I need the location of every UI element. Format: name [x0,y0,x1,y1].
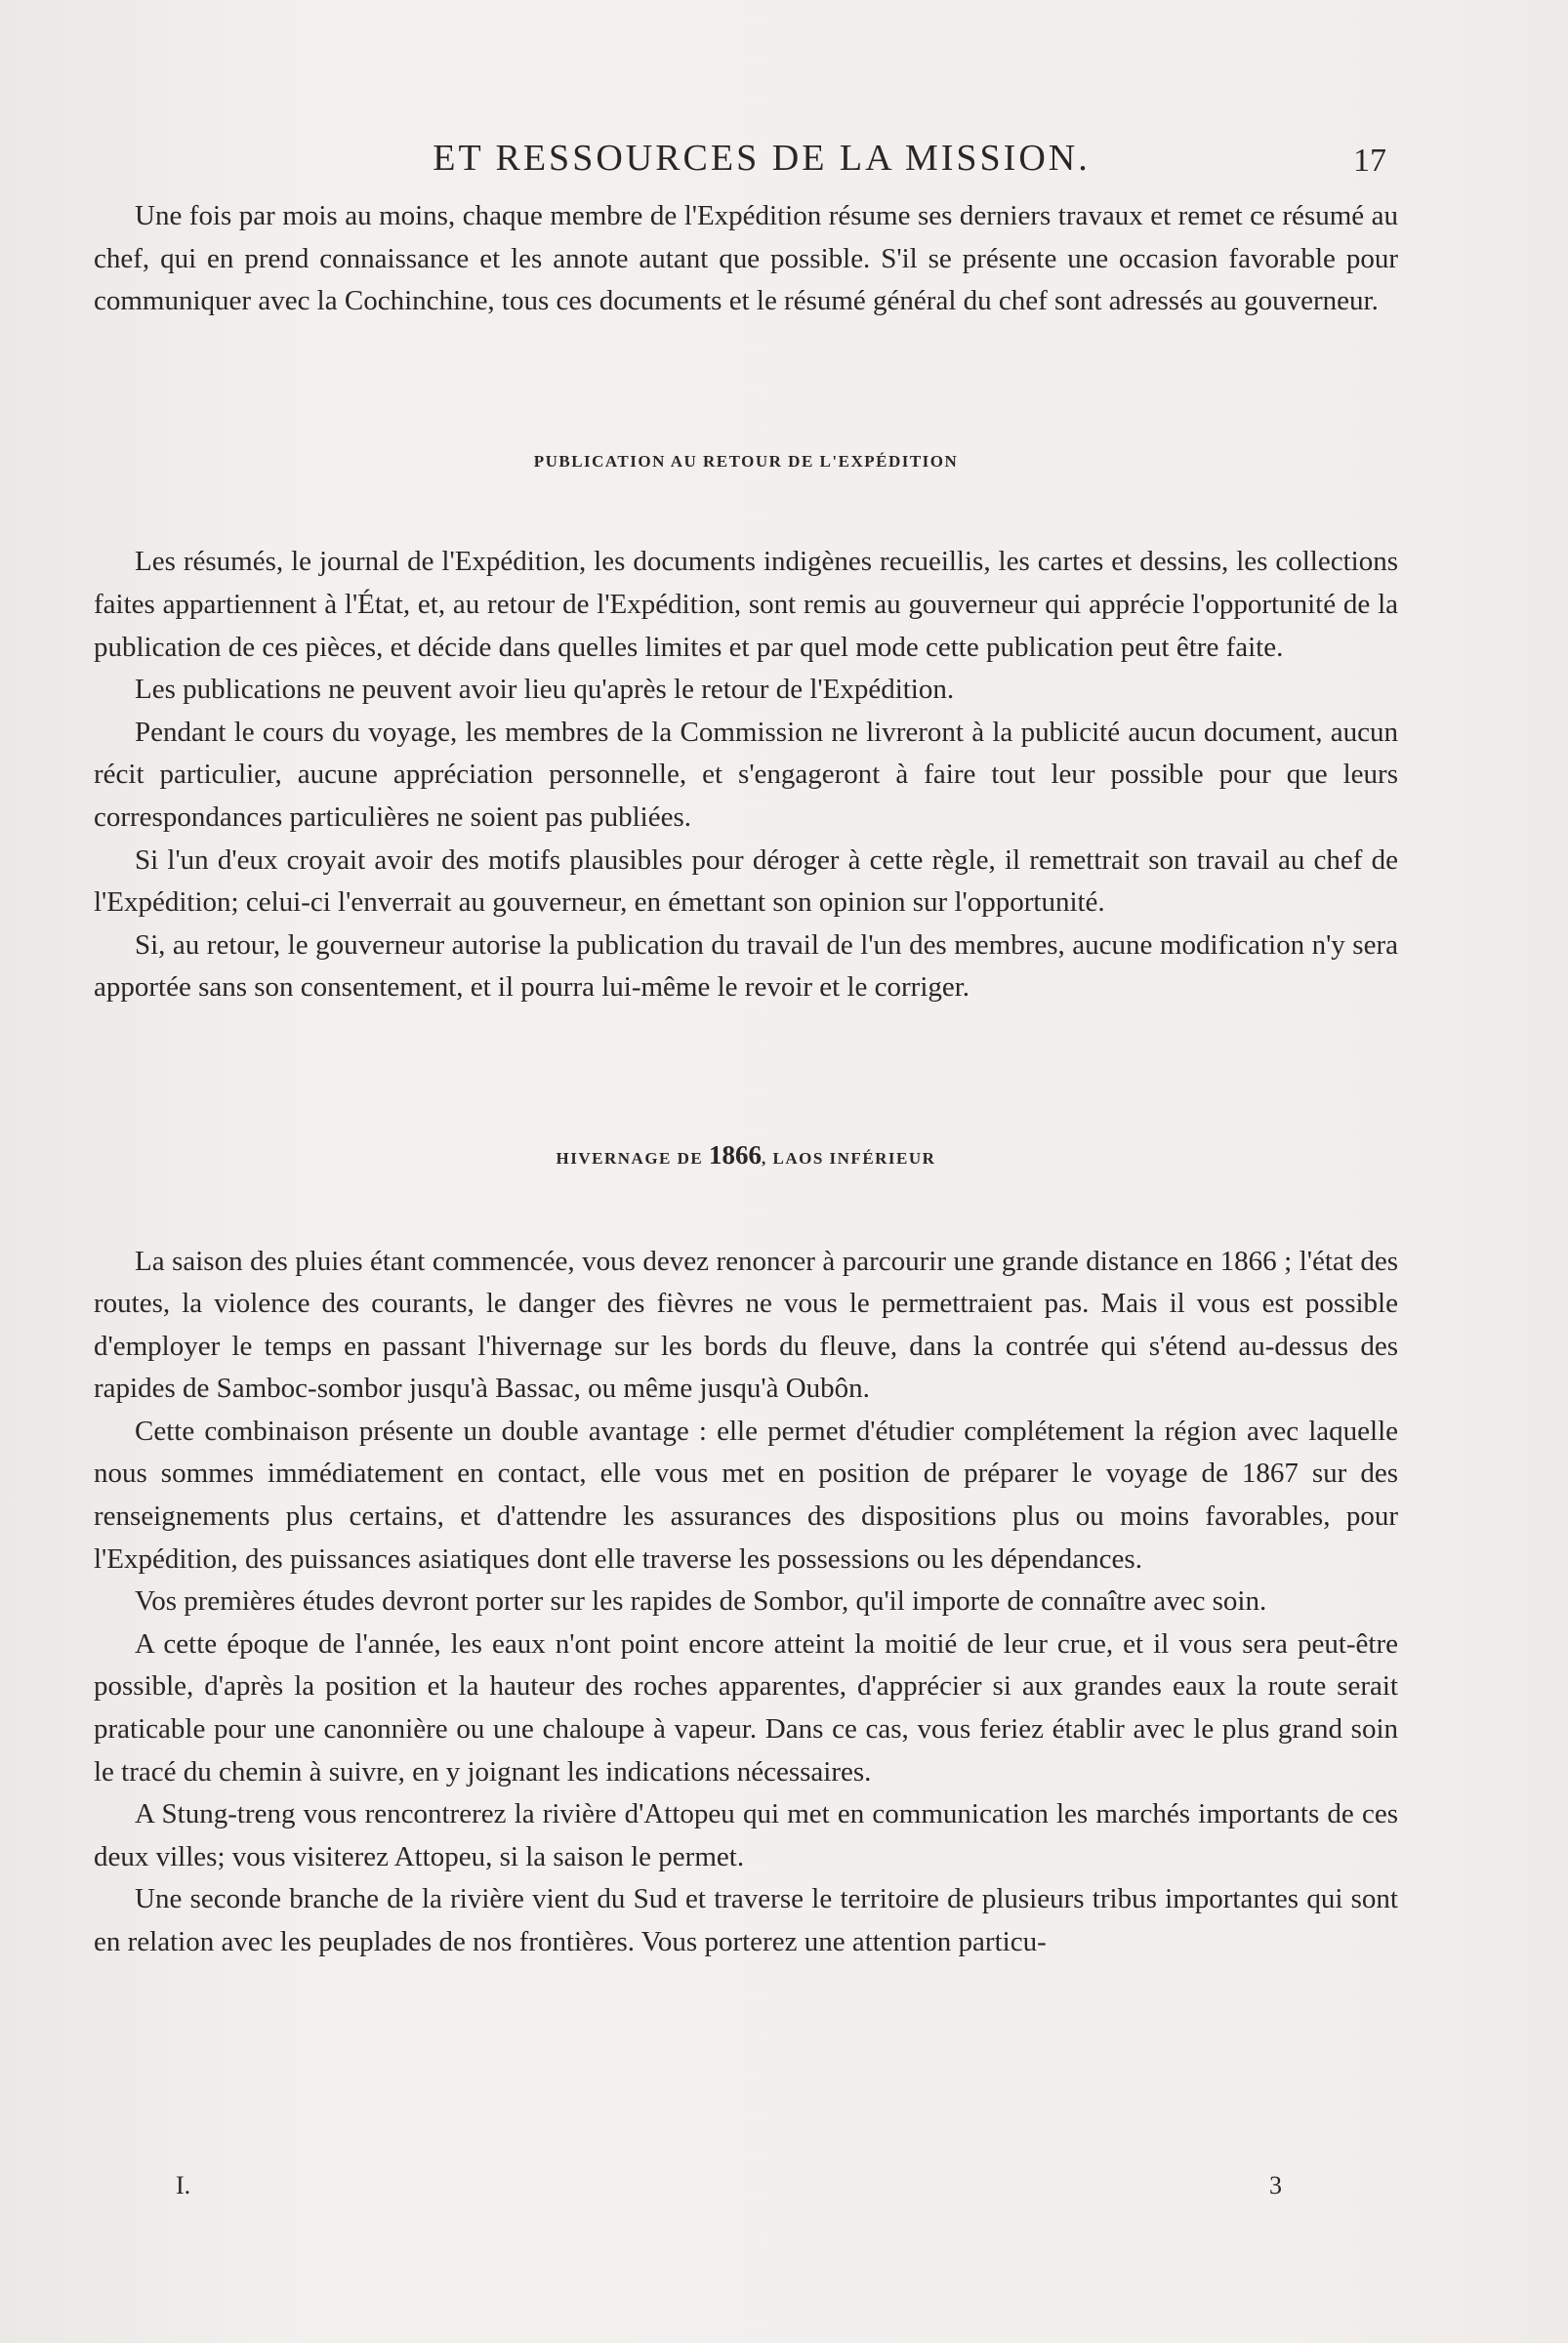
paragraph: Les résumés, le journal de l'Expédition, les documents indigènes recueillis, les cartes et dessins, les collections faites appartiennent à l'État, et, au retour de l'Expédition, sont remis au gouverneur qui apprécie l'opportunité de la publication de ces pièces, et décide dans quelles limites et par quel mode cette publication peut être faite. [94,546,1398,663]
text-block [94,195,1398,1964]
paragraph: Les publications ne peuvent avoir lieu qu'après le retour de l'Expédition. [135,674,955,706]
paragraph: Si, au retour, le gouverneur autorise la publication du travail de l'un des membres, aucune modification n'y sera apportée sans son consentement, et il pourra lui-même le revoir et le corriger. [94,928,1398,1004]
section-title-publication: PUBLICATION AU RETOUR DE L'EXPÉDITION [533,451,959,471]
paragraph: Vos premières études devront porter sur les rapides de Sombor, qu'il importe de connaître avec soin. [135,1585,1267,1618]
paragraph: Cette combinaison présente un double avantage : elle permet d'étudier complétement la région avec laquelle nous sommes immédiatement en contact, elle vous met en position de préparer le voyage de 1867 sur des renseignements plus certains, et d'attendre les assurances des dispositions plus ou moins favorables, pour l'Expédition, des puissances asiatiques dont elle traverse les possessions ou les dépendances. [94,1415,1398,1575]
paragraph: Pendant le cours du voyage, les membres de la Commission ne livreront à la publicité aucun document, aucun récit particulier, aucune appréciation personnelle, et s'engageront à faire tout leur possible pour que leurs correspondances particulières ne soient pas publiées. [94,716,1398,833]
title-part: , LAOS INFÉRIEUR [762,1148,936,1168]
signature-mark-left: I. [176,2171,191,2199]
signature-mark-right: 3 [1269,2171,1282,2199]
paragraph: A cette époque de l'année, les eaux n'ont point encore atteint la moitié de leur crue, et il vous sera peut-être possible, d'après la position et la hauteur des roches apparentes, d'apprécier si aux grandes eaux la route serait praticable pour une canonnière ou une chaloupe à vapeur. Dans ce cas, vous feriez établir avec le plus grand soin le tracé du chemin à suivre, en y joignant les indications nécessaires. [94,1627,1398,1788]
paragraph: La saison des pluies étant commencée, vous devez renoncer à parcourir une grande distance en 1866 ; l'état des routes, la violence des courants, le danger des fièvres ne vous le permettraient pas. Mais il vous est possible d'employer le temps en passant l'hivernage sur les bords du fleuve, dans la contrée qui s'étend au-dessus des rapides de Samboc-sombor jusqu'à Bassac, ou même jusqu'à Oubôn. [94,1245,1398,1405]
title-part: HIVERNAGE DE [556,1148,704,1168]
title-year: 1866 [709,1139,762,1170]
paragraph: Si l'un d'eux croyait avoir des motifs plausibles pour déroger à cette règle, il remettrait son travail au chef de l'Expédition; celui-ci l'enverrait au gouverneur, en émettant son opinion sur l'opportunité. [94,843,1398,919]
page-number: 17 [1353,143,1386,179]
section-title-hivernage [94,1134,1398,1180]
paragraph: Une seconde branche de la rivière vient du Sud et traverse le territoire de plusieurs tribus importantes qui sont en relation avec les peuplades de nos frontières. Vous porterez une attention particu- [94,1883,1398,1957]
paragraph: A Stung-treng vous rencontrerez la rivière d'Attopeu qui met en communication les marchés importants de ces deux villes; vous visiterez Attopeu, si la saison le permet. [94,1798,1398,1872]
running-head: ET RESSOURCES DE LA MISSION. [433,138,1091,179]
intro-paragraph: Une fois par mois au moins, chaque membre de l'Expédition résume ses derniers travaux et remet ce résumé au chef, qui en prend connaissance et les annote autant que possible. S'il se présente une occasion favorable pour communiquer avec la Cochinchine, tous ces documents et le résumé général du chef sont adressés au gouverneur. [94,200,1398,317]
